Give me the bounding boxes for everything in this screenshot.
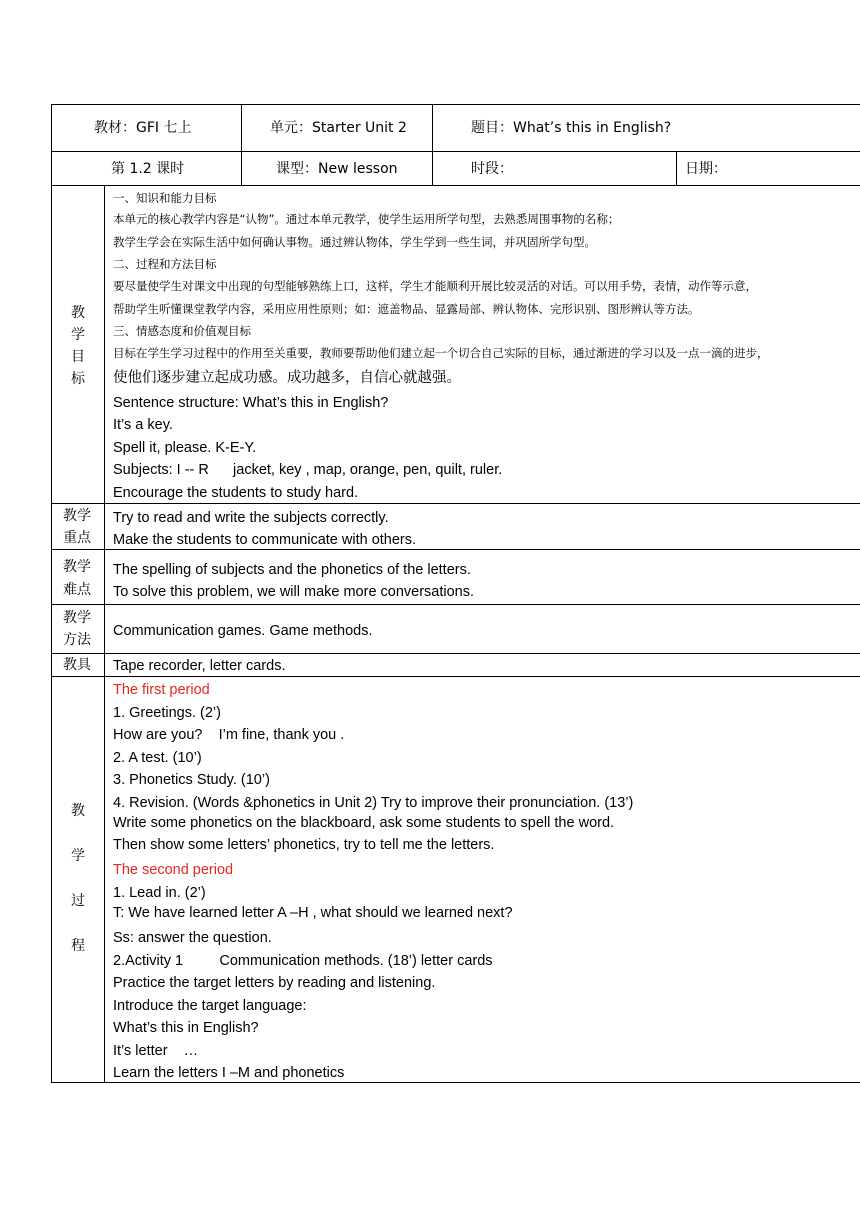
process-line: Learn the letters I –M and phonetics (113, 1065, 345, 1081)
lesson-number-cell: 第 1.2 课时 (111, 161, 185, 177)
topic-cell: 题目：What’s this in English? (471, 120, 672, 136)
objective-line: 三、情感态度和价值观目标 (113, 324, 251, 338)
objectives-label-char: 教 (71, 305, 85, 321)
process-line: Then show some letters’ phonetics, try to tell me the letters. (113, 837, 495, 853)
objectives-label-char: 学 (71, 327, 85, 343)
table-line (51, 104, 860, 105)
table-line (51, 604, 860, 605)
key-point-line: Make the students to communicate with others. (113, 532, 417, 548)
objective-english-line: It’s a key. (113, 417, 173, 433)
table-line (51, 653, 860, 654)
table-line (51, 151, 860, 152)
process-line: 1. Lead in. (2’) (113, 885, 206, 901)
process-line: It’s letter … (113, 1043, 199, 1059)
objective-line-large: 使他们逐步建立起成功感。成功越多，自信心就越强。 (113, 370, 461, 386)
difficulties-label: 教学 (63, 559, 91, 575)
table-line (51, 503, 860, 504)
objective-english-line: Spell it, please. K-E-Y. (113, 440, 257, 456)
unit-cell: 单元：Starter Unit 2 (270, 120, 407, 136)
process-label-char: 学 (71, 848, 85, 864)
process-line: Introduce the target language: (113, 998, 307, 1014)
process-line: How are you? I’m fine, thank you . (113, 727, 345, 743)
tools-text: Tape recorder, letter cards. (113, 658, 286, 674)
table-line (51, 104, 52, 1083)
objective-line: 教学生学会在实际生活中如何确认事物。通过辨认物体，学生学到一些生词，并巩固所学句型。 (113, 235, 596, 249)
second-period-heading: The second period (113, 862, 234, 878)
methods-label: 方法 (63, 632, 91, 648)
methods-text: Communication games. Game methods. (113, 623, 373, 639)
objective-english-line: Sentence structure: What’s this in English? (113, 395, 389, 411)
first-period-heading: The first period (113, 682, 210, 698)
table-line (104, 185, 105, 1082)
process-line: 2. A test. (10’) (113, 750, 202, 766)
key-points-label: 教学 (63, 508, 91, 524)
table-line (432, 104, 433, 185)
objectives-label-char: 目 (71, 349, 85, 365)
objective-english-line: Subjects: I -- R jacket, key , map, orange, pen, quilt, ruler. (113, 462, 503, 478)
key-point-line: Try to read and write the subjects correctly. (113, 510, 389, 526)
objective-line: 目标在学生学习过程中的作用至关重要，教师要帮助他们建立起一个切合自己实际的目标，通过渐进的学习以及一点一滴的进步， (113, 346, 769, 360)
objective-line: 要尽量使学生对课文中出现的句型能够熟练上口，这样，学生才能顺利开展比较灵活的对话。可以用手势，表情，动作等示意， (113, 279, 757, 293)
objective-line: 本单元的核心教学内容是“认物”。通过本单元教学，使学生运用所学句型，去熟悉周围事物的名称； (113, 212, 620, 226)
difficulties-label: 难点 (63, 582, 91, 598)
process-label-char: 程 (71, 938, 85, 954)
table-line (51, 1082, 860, 1083)
process-line: What’s this in English? (113, 1020, 259, 1036)
table-line (241, 104, 242, 185)
table-line (51, 676, 860, 677)
difficulty-line: The spelling of subjects and the phonetics of the letters. (113, 562, 471, 578)
process-line: Write some phonetics on the blackboard, ask some students to spell the word. (113, 815, 615, 831)
process-line: 1. Greetings. (2’) (113, 705, 221, 721)
process-line: Ss: answer the question. (113, 930, 272, 946)
lesson-type-cell: 课型：New lesson (276, 161, 398, 177)
objective-english-line: Encourage the students to study hard. (113, 485, 359, 501)
process-label-char: 过 (71, 893, 85, 909)
difficulty-line: To solve this problem, we will make more conversations. (113, 584, 475, 600)
table-line (51, 185, 860, 186)
objective-line: 一、知识和能力目标 (113, 191, 217, 205)
objectives-label-char: 标 (71, 371, 85, 387)
process-line: 4. Revision. (Words &phonetics in Unit 2) Try to improve their pronunciation. (13’) (113, 795, 634, 811)
table-line (676, 151, 677, 185)
table-line (51, 549, 860, 550)
objective-line: 二、过程和方法目标 (113, 257, 217, 271)
process-line: Practice the target letters by reading and listening. (113, 975, 436, 991)
textbook-cell: 教材：GFI 七上 (94, 120, 192, 136)
key-points-label: 重点 (63, 530, 91, 546)
date-cell: 日期： (685, 161, 727, 177)
process-line: 2.Activity 1 Communication methods. (18’) letter cards (113, 953, 493, 969)
objective-line: 帮助学生听懂课堂教学内容，采用应用性原则；如：遮盖物品、显露局部、辨认物体、完形识别、图形辨认等方法。 (113, 302, 700, 316)
process-line: 3. Phonetics Study. (10’) (113, 772, 270, 788)
process-line: T: We have learned letter A –H , what should we learned next? (113, 905, 513, 921)
methods-label: 教学 (63, 610, 91, 626)
process-label-char: 教 (71, 803, 85, 819)
time-period-cell: 时段： (471, 161, 513, 177)
tools-label: 教具 (63, 657, 91, 673)
